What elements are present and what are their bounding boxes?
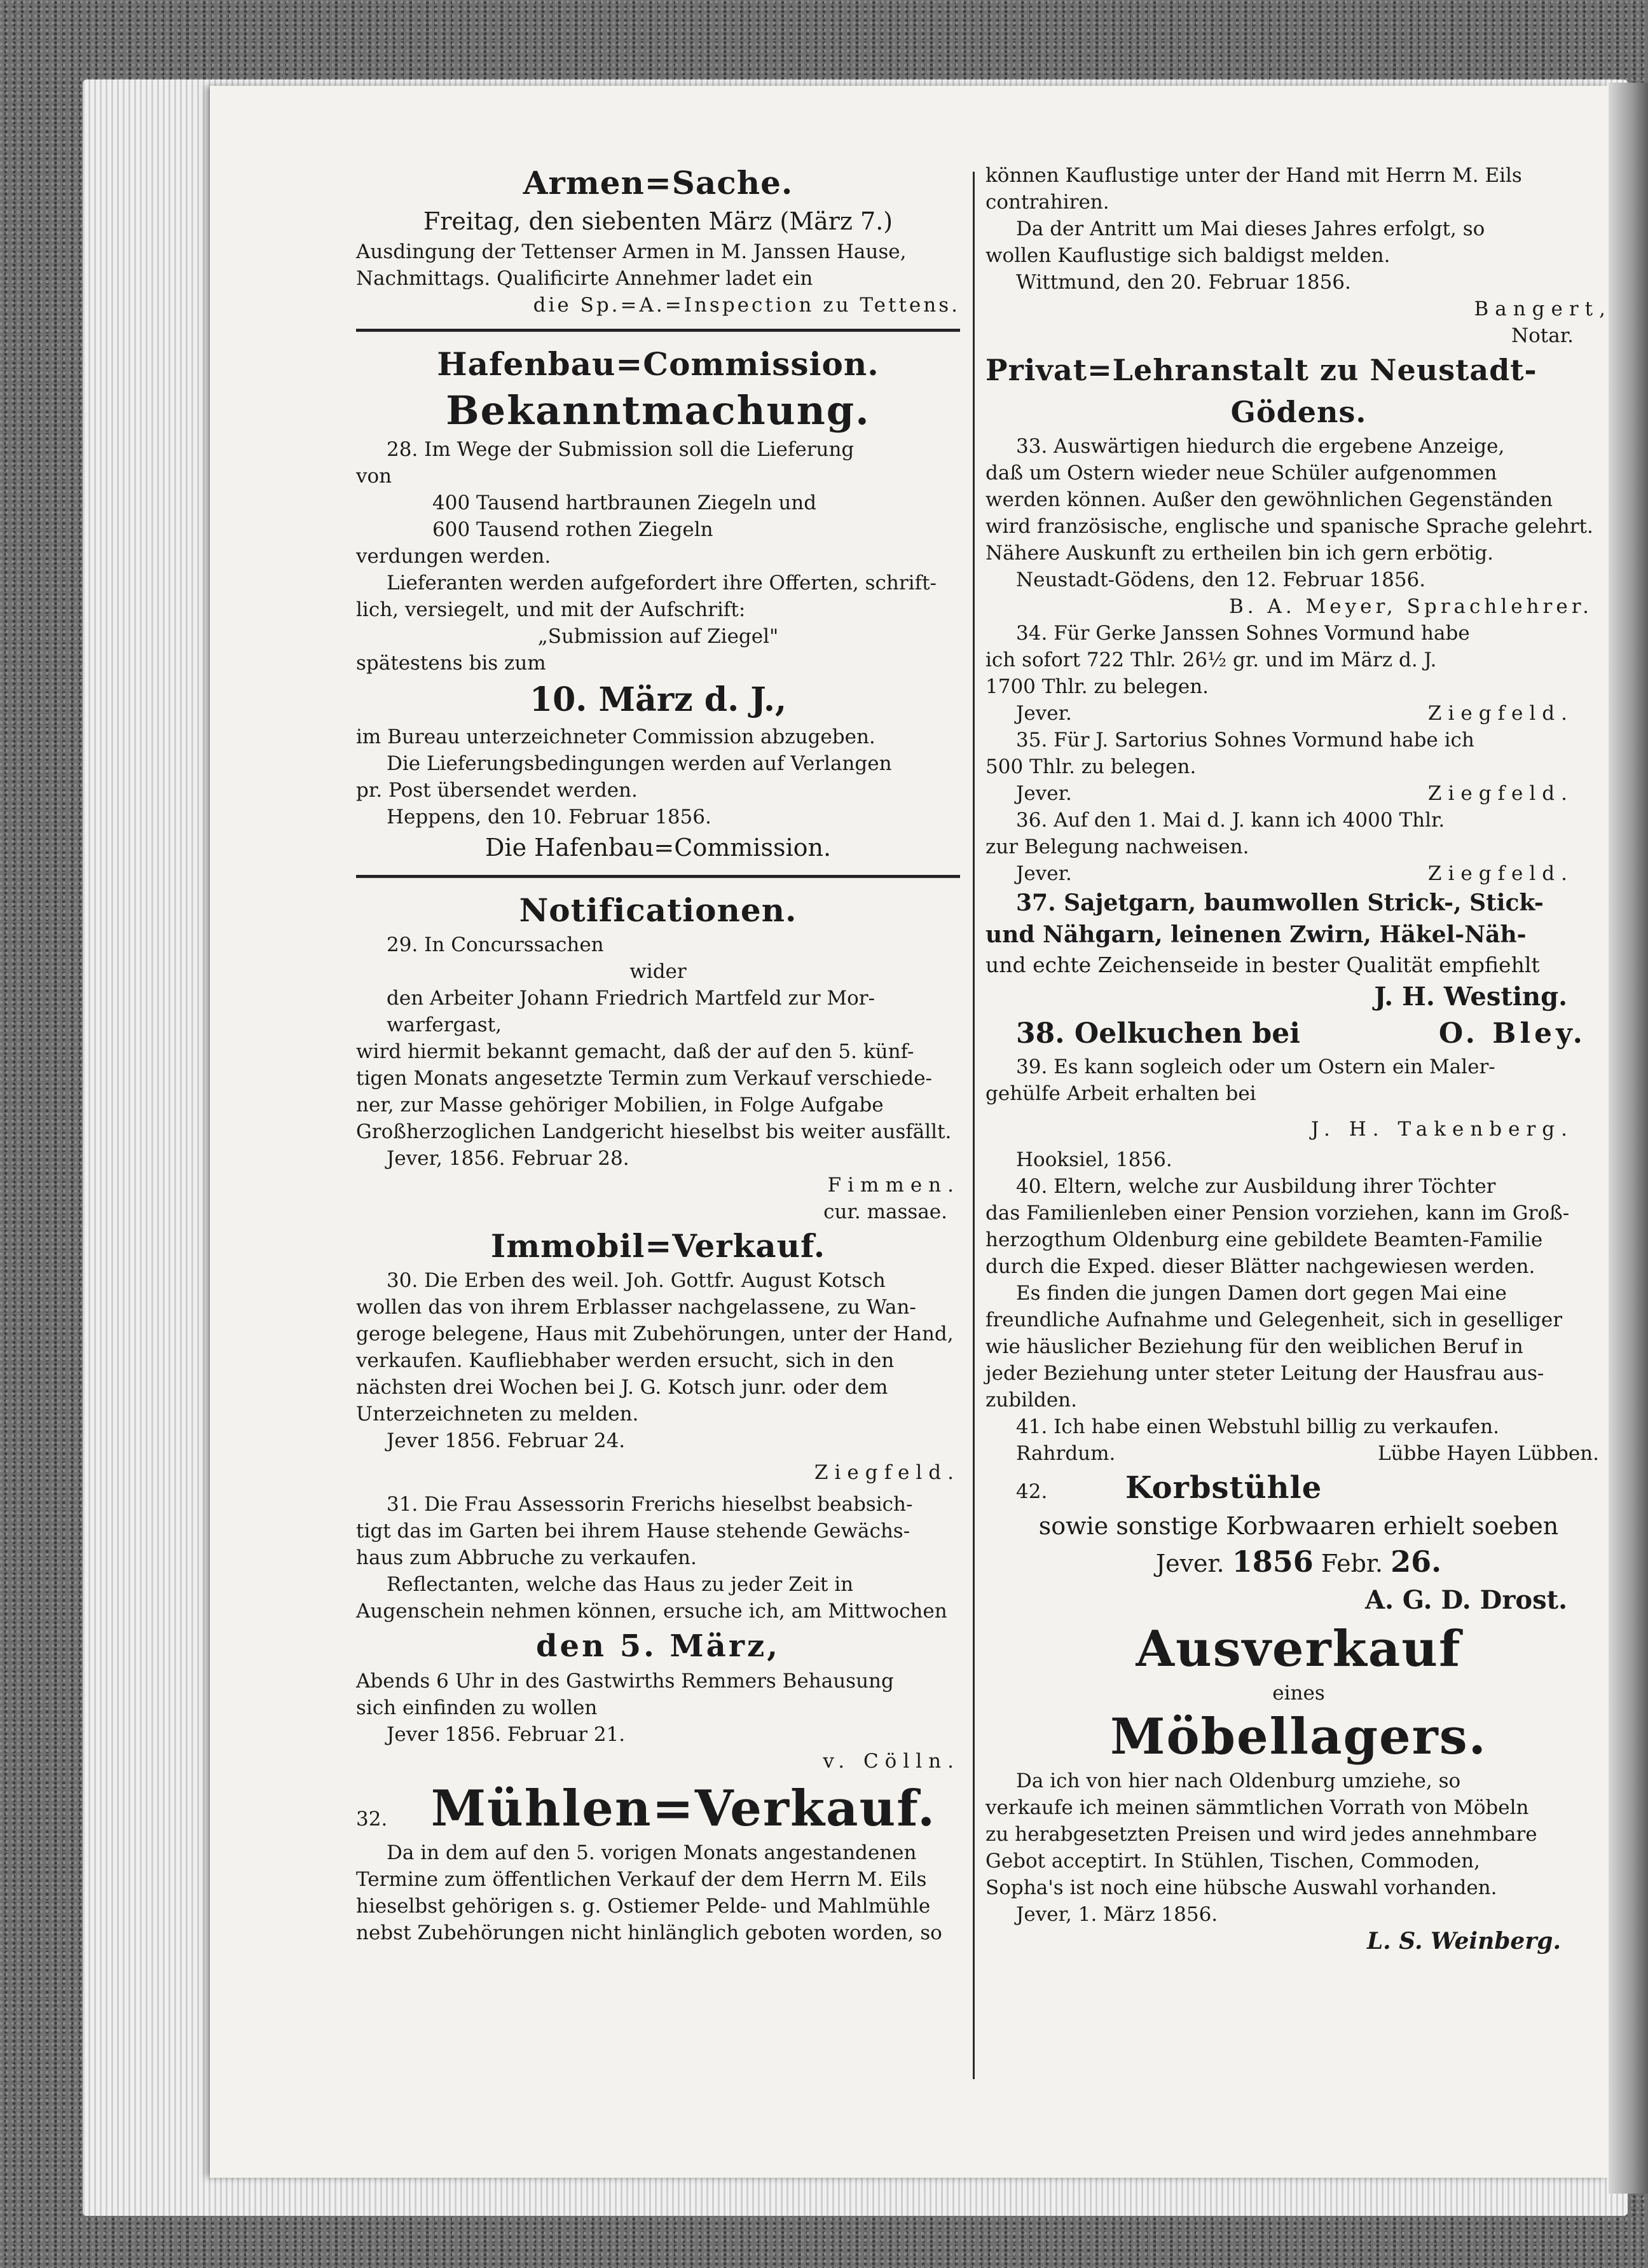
n34-signature: Ziegfeld. [1427,702,1574,725]
hafenbau [356,343,960,865]
muehle-title: Mühlen=Verkauf. [430,1780,937,1838]
notice-38 [985,1014,1612,1054]
privat-title-2: Gödens. [1230,395,1367,429]
n35-line: 35. Für J. Sartorius Sohnes Vormund habe ich [1016,729,1474,752]
notif-title: Notificationen. [519,891,797,929]
muehle-line: Termine zum öffentlichen Verkauf der dem Herrn M. Eils [356,1868,927,1891]
n38-name: O. Bley. [1438,1017,1586,1050]
n30-line: 30. Die Erben des weil. Joh. Gottfr. August Kotsch [387,1269,886,1292]
hafen-title: Hafenbau=Commission. [437,345,879,383]
muehlen-verkauf [356,1778,960,1946]
section-divider [356,329,960,332]
hafen-subtitle: Bekanntmachung. [446,387,870,434]
n30-line: Unterzeichneten zu melden. [356,1403,639,1426]
notice-34 [985,620,1612,727]
section-divider [356,875,960,878]
n30-line: Jever 1856. Februar 24. [387,1429,626,1452]
ausverkauf-line: Sopha's ist noch eine hübsche Auswahl vorhanden. [985,1876,1497,1899]
ausverkauf-line: Jever, 1. März 1856. [1016,1903,1218,1926]
notificationen [356,890,960,1225]
notice-35 [985,727,1612,807]
n29-line: ner, zur Masse gehöriger Mobilien, in Folge Aufgabe [356,1094,884,1117]
notice-37 [985,887,1612,1014]
n42-signature: A. G. D. Drost. [1365,1585,1567,1615]
n41-line: 41. Ich habe einen Webstuhl billig zu verkaufen. [1016,1415,1499,1438]
privat-line: werden können. Außer den gewöhnlichen Gegenständen [985,488,1553,511]
n30-line: verkaufen. Kaufliebhaber werden ersucht, sich in den [356,1349,895,1372]
n29-line: Großherzoglichen Landgericht hieselbst bis weiter ausfällt. [356,1120,952,1143]
n42-heading [985,1467,1612,1509]
hafen-p7: im Bureau unterzeichneter Commission abzugeben. [356,725,876,748]
n35-place: Jever. [1016,782,1072,805]
armen-line2: Nachmittags. Qualificirte Annehmer ladet ein [356,267,813,290]
binding-edge [1609,83,1648,2194]
n42-number: 42. [1016,1480,1048,1503]
hafen-p6: spätestens bis zum [356,652,546,675]
hafen-p2: verdungen werden. [356,545,551,568]
hafen-p3: Lieferanten werden aufgefordert ihre Offerten, schrift- [387,572,937,594]
notice-40 [985,1173,1612,1413]
hafen-p10: Heppens, den 10. Februar 1856. [387,806,711,828]
n37-line: und echte Zeichenseide in bester Qualität empfiehlt [985,952,1540,977]
n34-place: Jever. [1016,702,1072,725]
cont-line: können Kauflustige unter der Hand mit Herrn M. Eils [985,164,1522,187]
armen-sache [356,162,960,319]
privat-line: 33. Auswärtigen hiedurch die ergebene Anzeige, [1016,435,1505,458]
n29-line: den Arbeiter Johann Friedrich Martfeld zur Mor- [387,987,876,1010]
n36-place: Jever. [1016,862,1072,885]
armen-line3: die Sp.=A.=Inspection zu Tettens. [533,294,960,317]
n42-year: 1856 [1232,1544,1314,1579]
n29-line: warfergast, [387,1014,502,1036]
ausverkauf [985,1619,1612,1955]
n40-line: wie häuslicher Beziehung für den weiblichen Beruf in [985,1335,1523,1358]
notice-41 [985,1413,1612,1467]
ausverkauf-eines: eines [1272,1682,1325,1705]
n36-signature: Ziegfeld. [1427,862,1574,885]
hafen-p9: pr. Post übersendet werden. [356,779,638,802]
n36-footer [985,860,1612,887]
n29-line: tigen Monats angesetzte Termin zum Verkauf verschiede- [356,1067,933,1090]
n40-line: Es finden die jungen Damen dort gegen Mai eine [1016,1282,1507,1305]
privat-lehranstalt [985,349,1612,620]
n40-line: zubilden. [985,1389,1077,1412]
n41-footer [985,1440,1612,1467]
privat-line: Neustadt-Gödens, den 12. Februar 1856. [1016,568,1426,591]
column-rule [973,172,975,2079]
n29-signature-role: cur. massae. [823,1200,947,1223]
n31-line: Augenschein nehmen können, ersuche ich, am Mittwochen [356,1600,947,1623]
n29-signature: Fimmen. [827,1174,960,1197]
n41-place: Rahrdum. [1016,1442,1116,1465]
cont-line: Wittmund, den 20. Februar 1856. [1016,271,1351,294]
n41-signature: Lübbe Hayen Lübben. [1377,1442,1599,1465]
hafen-q1: 400 Tausend hartbraunen Ziegeln und [432,491,817,514]
n42-day: 26. [1390,1544,1442,1579]
cont-signature: Bangert, [1474,298,1612,320]
cont-line: Da der Antritt um Mai dieses Jahres erfolgt, so [1016,217,1485,240]
n36-line: 36. Auf den 1. Mai d. J. kann ich 4000 Thlr. [1016,809,1445,832]
hafen-p1b: von [356,465,392,488]
n31-date: den 5. März, [535,1628,781,1664]
n40-line: herzogthum Oldenburg eine gebildete Beamten-Familie [985,1228,1543,1251]
n30-line: nächsten drei Wochen bei J. G. Kotsch junr. oder dem [356,1376,888,1399]
n31-line: haus zum Abbruche zu verkaufen. [356,1546,697,1569]
n42-place: Jever. [1155,1550,1225,1577]
ausverkauf-title: Ausverkauf [1136,1620,1462,1678]
n31-line: sich einfinden zu wollen [356,1696,598,1719]
n40-line: durch die Exped. dieser Blätter nachgewiesen werden. [985,1255,1535,1278]
n42-month: Febr. [1321,1550,1383,1577]
n37-line: 37. Sajetgarn, baumwollen Strick-, Stick- [1016,890,1544,916]
n34-line: ich sofort 722 Thlr. 26½ gr. und im März d. J. [985,649,1437,671]
ausverkauf-signature: L. S. Weinberg. [1366,1928,1561,1955]
n34-line: 1700 Thlr. zu belegen. [985,675,1209,698]
n35-signature: Ziegfeld. [1427,782,1574,805]
muehle-heading [356,1778,960,1839]
armen-date: Freitag, den siebenten März (März 7.) [423,207,893,235]
n38-text: 38. Oelkuchen bei [1016,1017,1300,1050]
privat-line: Nähere Auskunft zu ertheilen bin ich gern erbötig. [985,542,1494,565]
hafen-p1: 28. Im Wege der Submission soll die Lieferung [387,438,855,461]
n31-line: Reflectanten, welche das Haus zu jeder Zeit in [387,1573,854,1596]
left-column [356,162,960,1946]
n30-signature: Ziegfeld. [814,1461,960,1484]
n40-line: das Familienleben einer Pension vorziehen, kann im Groß- [985,1202,1570,1225]
armen-line1: Ausdingung der Tettenser Armen in M. Janssen Hause, [356,240,907,263]
hafen-p8: Die Lieferungsbedingungen werden auf Verlangen [387,752,892,775]
n42-dateline [985,1543,1612,1582]
n29-line: Jever, 1856. Februar 28. [387,1147,629,1170]
notice-36 [985,807,1612,887]
n36-line: zur Belegung nachweisen. [985,835,1249,858]
ausverkauf-line: Da ich von hier nach Oldenburg umziehe, so [1016,1770,1461,1792]
n34-line: 34. Für Gerke Janssen Sohnes Vormund habe [1016,622,1470,645]
n31-line: 31. Die Frau Assessorin Frerichs hieselbst beabsich- [387,1493,913,1516]
hafen-p5: „Submission auf Ziegel" [537,625,779,648]
privat-line: daß um Ostern wieder neue Schüler aufgenommen [985,462,1497,485]
notice-39 [985,1054,1612,1173]
n29-line: 29. In Concurssachen [387,933,604,956]
hafen-p4: lich, versiegelt, und mit der Aufschrift: [356,598,746,621]
privat-title: Privat=Lehranstalt zu Neustadt- [985,353,1537,387]
n37-line: und Nähgarn, leinenen Zwirn, Häkel-Näh- [985,921,1527,948]
n42-title: Korbstühle [1125,1470,1322,1506]
mill-continuation [985,162,1612,349]
cont-line: contrahiren. [985,191,1109,214]
n39-signature: J. H. Takenberg. [1310,1118,1574,1141]
n40-line: freundliche Aufnahme und Gelegenheit, sich in geselliger [985,1309,1563,1331]
right-column [985,162,1612,1955]
n31-line: tigt das im Garten bei ihrem Hause stehende Gewächs- [356,1520,910,1543]
n29-line: wird hiermit bekannt gemacht, daß der auf den 5. künf- [356,1040,914,1063]
n35-line: 500 Thlr. zu belegen. [985,755,1197,778]
n40-line: jeder Beziehung unter steter Leitung der Hausfrau aus- [985,1362,1544,1385]
n31-line: Abends 6 Uhr in des Gastwirths Remmers Behausung [356,1670,894,1693]
n29-line: wider [629,960,687,983]
ausverkauf-line: zu herabgesetzten Preisen und wird jedes annehmbare [985,1823,1537,1846]
hafen-deadline: 10. März d. J., [529,680,787,719]
hafen-signed: Die Hafenbau=Commission. [484,834,832,862]
n39-place: Hooksiel, 1856. [1016,1148,1172,1171]
hafen-q2: 600 Tausend rothen Ziegeln [432,518,713,541]
ausverkauf-line: verkaufe ich meinen sämmtlichen Vorrath von Möbeln [985,1796,1529,1819]
armen-title: Armen=Sache. [523,164,793,202]
n40-line: 40. Eltern, welche zur Ausbildung ihrer Töchter [1016,1175,1496,1198]
privat-signature: B. A. Meyer, Sprachlehrer. [1228,595,1593,618]
muehle-line: nebst Zubehörungen nicht hinlänglich geboten worden, so [356,1921,942,1944]
n30-line: wollen das von ihrem Erblasser nachgelassene, zu Wan- [356,1296,916,1319]
privat-line: wird französische, englische und spanische Sprache gelehrt. [985,515,1593,538]
muehle-number: 32. [356,1808,388,1831]
cont-line: wollen Kauflustige sich baldigst melden. [985,244,1390,267]
muehle-line: hieselbst gehörigen s. g. Ostiemer Pelde- und Mahlmühle [356,1895,931,1918]
ausverkauf-line: Gebot acceptirt. In Stühlen, Tischen, Commoden, [985,1850,1480,1873]
n39-line: gehülfe Arbeit erhalten bei [985,1082,1256,1105]
n38-row [985,1014,1612,1054]
n39-line: 39. Es kann sogleich oder um Ostern ein Maler- [1016,1055,1495,1078]
immobil-verkauf [356,1225,960,1775]
n34-footer [985,700,1612,727]
n37-signature: J. H. Westing. [1374,982,1567,1012]
n31-signature: v. Cölln. [823,1750,960,1773]
n35-footer [985,780,1612,807]
n30-line: geroge belegene, Haus mit Zubehörungen, unter der Hand, [356,1323,954,1345]
cont-signature-role: Notar. [1511,324,1574,347]
ausverkauf-title-2: Möbellagers. [1110,1708,1487,1766]
notice-42 [985,1467,1612,1619]
n42-line: sowie sonstige Korbwaaren erhielt soeben [1038,1512,1559,1540]
immobil-title: Immobil=Verkauf. [490,1227,826,1265]
n31-line: Jever 1856. Februar 21. [387,1723,626,1746]
muehle-line: Da in dem auf den 5. vorigen Monats angestandenen [387,1841,917,1864]
